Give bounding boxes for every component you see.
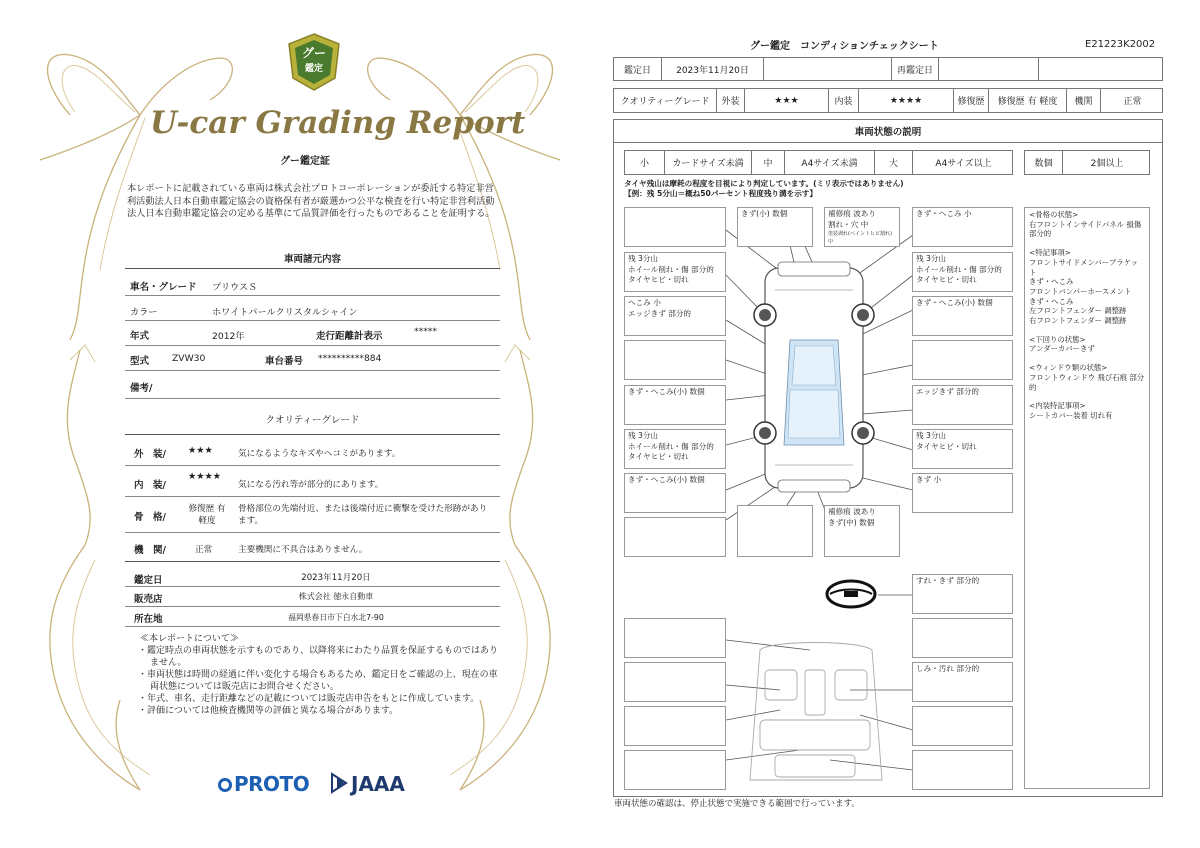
chassis-label: 車台番号 (265, 356, 304, 367)
size-large-desc: A4サイズ以上 (935, 159, 992, 169)
sheet-interior-stars: ★★★★ (859, 89, 954, 112)
tire-note-1: タイヤ残山は摩耗の程度を目視により判定しています。(ミリ表示ではありません) (624, 179, 904, 188)
divider (125, 586, 500, 587)
condition-box (624, 662, 726, 702)
condition-text: きず・へこみ(小) 数個 (916, 298, 993, 307)
condition-box (912, 296, 1013, 336)
note-line: フロントバンパーホースメント (1029, 286, 1132, 296)
notes-title: ≪本レポートについて≫ (140, 634, 239, 644)
condition-box (912, 429, 1013, 469)
note-line: きず・へこみ (1029, 296, 1074, 306)
note-line: シートカバー装着 切れ有 (1029, 410, 1113, 420)
year-label: 年式 (130, 331, 150, 342)
engine-label: 機 関/ (134, 545, 166, 556)
condition-box (912, 706, 1013, 746)
car-name-value: プリウスＳ (212, 282, 258, 293)
reinspect-label: 再鑑定日 (892, 58, 939, 80)
car-name-label: 車名・グレード (130, 282, 197, 293)
quality-label: クオリティーグレード (614, 89, 717, 112)
sheet-engine-value: 正常 (1123, 97, 1142, 107)
count-legend (1024, 150, 1150, 175)
condition-text: エッジきず 部分的 (628, 308, 692, 318)
certificate-heading: グー鑑定証 (280, 156, 330, 167)
mileage-value: ***** (414, 326, 437, 337)
note-line: きず・へこみ (1029, 277, 1074, 287)
condition-box (912, 252, 1013, 292)
car-top-view (754, 262, 874, 492)
year-value: 2012年 (212, 331, 245, 342)
blank-cell (764, 58, 892, 80)
color-label: カラー (130, 307, 158, 318)
note-heading: <内装特記事項> (1029, 401, 1086, 411)
divider (125, 295, 500, 296)
condition-text: 補修痕 波あり (828, 209, 876, 218)
chassis-value: **********884 (318, 353, 382, 364)
condition-box (912, 385, 1013, 425)
inspect-date-value: 2023年11月20日 (662, 58, 764, 80)
condition-box (912, 574, 1013, 614)
condition-text: タイヤヒビ・切れ (628, 275, 689, 285)
condition-text: きず(中) 数個 (828, 517, 875, 527)
note-heading: <下回りの状態> (1029, 334, 1086, 344)
condition-box (624, 385, 726, 425)
sheet-repair-value: 修復歴 有 軽度 (989, 89, 1067, 112)
condition-text: きず・へこみ(小) 数個 (628, 475, 705, 484)
condition-text: ホイール削れ・傷 部分的 (916, 264, 1002, 274)
condition-box (824, 505, 900, 557)
sheet-title: グー鑑定 コンディションチェックシート (750, 41, 939, 52)
divider (125, 345, 500, 346)
mileage-label: 走行距離計表示 (316, 331, 383, 342)
badge-bottom-text: 鑑定 (304, 64, 323, 74)
divider (125, 434, 500, 435)
condition-text: 塗装剥れ(ペイントヒビ割れ) 中 (828, 231, 892, 246)
tire-note-2: 【例：残 5分山＝概ね50パーセント程度残り溝を示す】 (624, 189, 817, 198)
condition-text: タイヤヒビ・切れ (628, 452, 689, 462)
count-label: 数個 (1025, 151, 1063, 174)
note-item: ・鑑定時点の車両状態を示すものであり、以降将来にわたり品質を保証するものではありません。 (138, 646, 499, 668)
note-line: 部分的 (1029, 229, 1052, 239)
note-line: 右フロントフェンダー 調整跡 (1029, 316, 1127, 326)
proto-logo (218, 772, 309, 796)
condition-box (624, 618, 726, 658)
certificate-statement: 本レポートに記載されている車両は株式会社プロトコーポレーションが委託する特定非営利活動法人日本自動車鑑定協会の資格保有者が厳選かつ公平な検査を行い特定非営利活動法人日本自動車鑑定協会の定める基準にて品質評価を行ったものであることを証明する。 (127, 183, 495, 220)
condition-text: 残 3分山 (628, 254, 659, 263)
sheet-exterior-label: 外装 (717, 89, 745, 112)
condition-text: きず・へこみ 小 (916, 209, 972, 218)
note-heading: <特記事項> (1029, 248, 1071, 258)
condition-text: タイヤヒビ・切れ (916, 275, 977, 285)
interior-desc: 気になる汚れ等が部分的にあります。 (238, 480, 384, 490)
address-label: 所在地 (134, 614, 163, 625)
note-item: ・車両状態は時間の経過に伴い変化する場合もあるため、鑑定日をご確認の上、現在の車両状態については販売店にお問合せください。 (138, 670, 498, 692)
condition-box (624, 706, 726, 746)
date-value: 2023年11月20日 (301, 573, 371, 583)
frame-value: 修復歴 有 軽度 (188, 504, 226, 526)
condition-text: すれ・きず 部分的 (916, 576, 980, 585)
condition-text: エッジきず 部分的 (916, 387, 980, 396)
dealer-value: 株式会社 徳永自動車 (298, 592, 374, 601)
condition-text: ホイール削れ・傷 部分的 (628, 264, 714, 274)
goo-badge-logo (287, 32, 341, 92)
sheet-interior-label: 内装 (829, 89, 859, 112)
engine-desc: 主要機関に不具合はありません。 (238, 545, 368, 555)
condition-text: 割れ・穴 中 (828, 219, 869, 229)
proto-logo-text: PROTO (234, 772, 310, 796)
condition-text: きず 小 (916, 475, 942, 484)
address-value: 福岡県春日市下白水北7-90 (288, 613, 384, 622)
interior-stars: ★★★★ (188, 471, 221, 482)
condition-box (824, 207, 900, 247)
interior-label: 内 装/ (134, 480, 166, 491)
blank-cell (1039, 58, 1164, 80)
divider (125, 561, 500, 562)
condition-text: 残 3分山 (916, 254, 947, 263)
divider (125, 606, 500, 607)
quality-row (613, 88, 1163, 113)
exterior-desc: 気になるようなキズやヘコミがあります。 (238, 449, 401, 459)
date-label: 鑑定日 (134, 575, 163, 586)
count-desc: 2個以上 (1090, 159, 1124, 169)
tire-note (624, 179, 904, 199)
sheet-exterior-stars: ★★★ (745, 89, 829, 112)
divider (125, 320, 500, 321)
sheet-footer: 車両状態の確認は、停止状態で実施できる範囲で行っています。 (614, 799, 860, 809)
condition-box (912, 662, 1013, 702)
note-heading: <ウィンドウ類の状態> (1029, 363, 1108, 373)
report-script-title: U-car Grading Report (150, 105, 526, 141)
condition-box (624, 207, 726, 247)
note-line: 右フロントインサイドパネル 損傷 (1029, 219, 1142, 229)
size-large: 大 (875, 151, 913, 174)
condition-box (624, 296, 726, 336)
report-notes (138, 633, 498, 717)
engine-value: 正常 (195, 545, 213, 555)
condition-box (624, 340, 726, 380)
condition-box (624, 517, 726, 557)
exterior-stars: ★★★ (188, 445, 213, 456)
divider (125, 496, 500, 497)
condition-text: へこみ 小 (628, 298, 661, 307)
inspect-date-label: 鑑定日 (614, 58, 662, 80)
quality-title: クオリティーグレード (265, 415, 360, 426)
note-heading: <骨格の状態> (1029, 210, 1079, 219)
remarks-label: 備考/ (130, 383, 153, 394)
condition-text: 残 3分山 (628, 431, 659, 440)
frame-label: 骨 格/ (134, 512, 166, 523)
exterior-label: 外 装/ (134, 449, 166, 460)
condition-text: タイヤヒビ・切れ (916, 441, 977, 451)
jaaa-logo (330, 772, 405, 796)
frame-desc: 骨格部位の先端付近、または後端付近に衝撃を受けた形跡があります。 (238, 504, 488, 526)
condition-box (624, 252, 726, 292)
date-row (613, 57, 1163, 81)
condition-box (912, 618, 1013, 658)
sheet-repair-label: 修復歴 (954, 89, 989, 112)
reinspect-value (939, 58, 1039, 80)
condition-box (624, 429, 726, 469)
condition-title: 車両状態の説明 (613, 119, 1163, 143)
condition-text: ホイール削れ・傷 部分的 (628, 441, 714, 451)
dealer-label: 販売店 (134, 594, 163, 605)
sheet-engine-label: 機関 (1067, 89, 1101, 112)
size-mid: 中 (752, 151, 785, 174)
size-legend (624, 150, 1013, 175)
divider (125, 532, 500, 533)
model-label: 型式 (130, 356, 150, 367)
condition-box (624, 473, 726, 513)
condition-box (737, 207, 813, 247)
car-interior-view (750, 643, 882, 781)
proto-logo-icon (218, 778, 232, 792)
sheet-code: E21223K2002 (1085, 39, 1156, 50)
note-line: フロントウィンドウ 飛び石痕 部分的 (1029, 372, 1145, 392)
color-value: ホワイトパールクリスタルシャイン (212, 307, 358, 318)
note-line: アンダーカバーきず (1029, 344, 1095, 354)
condition-text: 補修痕 波あり (828, 507, 876, 516)
divider (125, 370, 500, 371)
condition-box (912, 473, 1013, 513)
condition-box (912, 340, 1013, 380)
note-line: フロントサイドメンバーブラケット (1029, 257, 1139, 277)
note-item: ・年式、車名、走行距離などの記載については販売店申告をもとに作成しています。 (138, 694, 480, 704)
condition-text: 残 3分山 (916, 431, 947, 440)
badge-top-text: グー (301, 46, 326, 60)
condition-box (624, 750, 726, 790)
jaaa-logo-text: JAAA (351, 772, 405, 796)
divider (125, 465, 500, 466)
condition-box (737, 505, 813, 557)
condition-box (912, 750, 1013, 790)
divider (125, 268, 500, 269)
note-line: 左フロントフェンダー 調整跡 (1029, 306, 1127, 316)
specs-title: 車両諸元内容 (283, 254, 341, 265)
size-small-desc: カードサイズ未満 (665, 151, 752, 174)
model-value: ZVW30 (172, 353, 206, 364)
steering-wheel-icon (827, 581, 875, 607)
divider (125, 626, 500, 627)
size-small: 小 (625, 151, 665, 174)
size-mid-desc: A4サイズ未満 (785, 151, 875, 174)
condition-text: しみ・汚れ 部分的 (916, 664, 980, 673)
note-item: ・評価については他検査機関等の評価と異なる場合があります。 (138, 706, 399, 716)
divider (125, 398, 500, 399)
condition-box (912, 207, 1013, 247)
special-notes-panel (1024, 207, 1150, 789)
jaaa-logo-icon (330, 772, 348, 794)
condition-text: きず・へこみ(小) 数個 (628, 387, 705, 396)
condition-text: きず(小) 数個 (741, 209, 788, 218)
